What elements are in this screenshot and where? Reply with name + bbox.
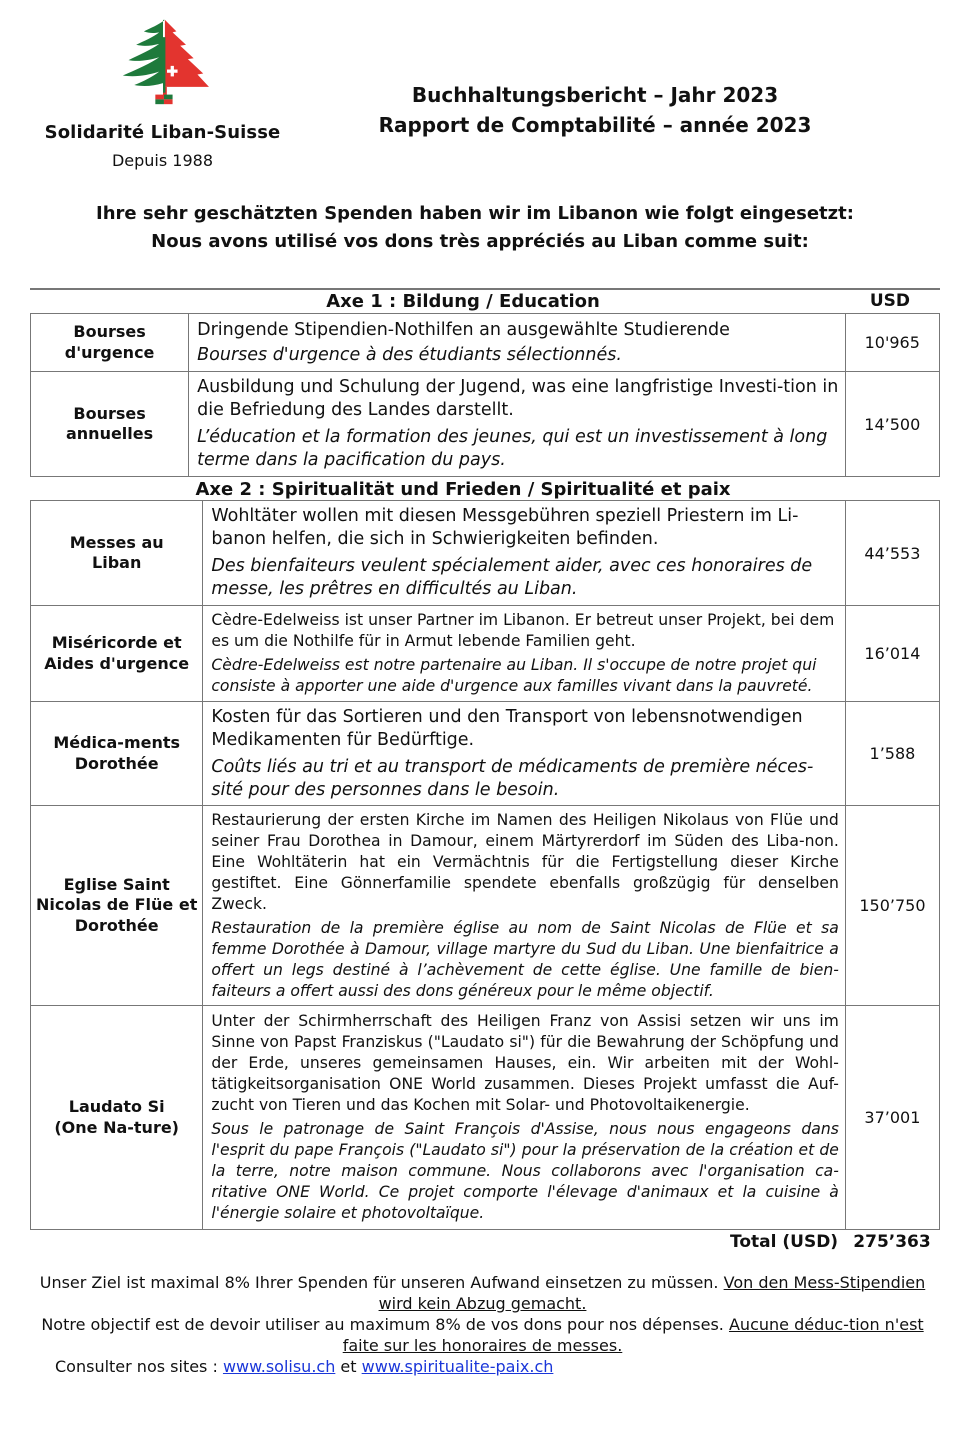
row-amount: 44’553 xyxy=(845,501,939,606)
row-label: Médica-ments Dorothée xyxy=(31,702,203,806)
row-amount: 16’014 xyxy=(845,606,939,702)
description-fr: Coûts liés au tri et au transport de médicaments de première néces-sité pour des personnes dans le besoin. xyxy=(211,756,814,800)
description-de: Unter der Schirmherrschaft des Heiligen Franz von Assisi setzen wir uns im Sinne von Papst Franziskus ("Laudato si") für die Bewahrung der Schöpfung und der Erde, unseres gemeinsamen Hauses, ein. Wir arbeiten mit der Wohl-tätigkeitsorganisation ONE World zusammen. Dieses Projekt umfasst die Auf-zucht von Tieren und das Kochen mit Solar- und Photovoltaikenergie. xyxy=(211,1012,839,1114)
table-row xyxy=(31,1006,940,1230)
footer-notes xyxy=(30,1272,935,1356)
axe-1-heading xyxy=(30,289,940,313)
axe-title: Axe 1 : Bildung / Education xyxy=(326,291,600,312)
description-de: Ausbildung und Schulung der Jugend, was eine langfristige Investi-tion in die Befriedung des Landes darstellt. xyxy=(197,377,839,420)
row-description xyxy=(203,806,845,1006)
footer-de-underlined: Von den Mess-Stipendien wird kein Abzug gemacht. xyxy=(378,1273,926,1313)
axe-1-table xyxy=(30,313,940,477)
description-de: Cèdre-Edelweiss ist unser Partner im Libanon. Er betreut unser Projekt, bei dem es um die Nothilfe für in Armut lebende Familien geht. xyxy=(211,611,835,650)
row-amount: 10'965 xyxy=(845,314,939,372)
row-description xyxy=(203,501,845,606)
axe-2-heading xyxy=(30,477,940,501)
footer-fr-underlined: Aucune déduc-tion n'est faite sur les honoraires de messes. xyxy=(342,1315,924,1355)
row-amount: 150’750 xyxy=(845,806,939,1006)
table-row xyxy=(31,314,940,372)
row-description xyxy=(189,314,845,372)
footer-note-de xyxy=(30,1272,935,1314)
link-spiritualite-paix[interactable]: www.spiritualite-paix.ch xyxy=(361,1357,554,1376)
footer-note-fr xyxy=(30,1314,935,1356)
organization-founded: Depuis 1988 xyxy=(111,151,214,170)
report-title xyxy=(345,80,845,140)
row-description xyxy=(189,372,845,477)
report-title-fr: Rapport de Comptabilité – année 2023 xyxy=(378,113,812,137)
link-solisu[interactable]: www.solisu.ch xyxy=(222,1357,336,1376)
row-amount: 37’001 xyxy=(845,1006,939,1230)
organization-logo-block xyxy=(30,18,295,170)
sites-join: et xyxy=(335,1357,362,1376)
description-fr: Des bienfaiteurs veulent spécialement aider, avec ces honoraires de messe, les prêtres en difficultés au Liban. xyxy=(211,556,813,599)
table-row xyxy=(31,702,940,806)
axe-2-table xyxy=(30,500,940,1230)
currency-header: USD xyxy=(869,291,910,311)
table-row xyxy=(31,501,940,606)
report-title-de: Buchhaltungsbericht – Jahr 2023 xyxy=(411,83,779,107)
table-row xyxy=(31,606,940,702)
cedar-swiss-tree-logo-icon xyxy=(115,18,211,108)
row-description xyxy=(203,1006,845,1230)
row-description xyxy=(203,702,845,806)
total-amount: 275’363 xyxy=(853,1232,931,1252)
row-label: Bourses d'urgence xyxy=(31,314,189,372)
description-fr: Restauration de la première église au nom de Saint Nicolas de Flüe et sa femme Dorothée à Damour, village martyre du Sud du Liban. Une bienfaitrice a offert un legs destiné à l’achèvement de cette église. Une famille de bien-faiteurs a offert aussi des dons généreux pour le même objectif. xyxy=(211,918,839,1000)
intro-de: Ihre sehr geschätzten Spenden haben wir im Libanon wie folgt eingesetzt: xyxy=(96,203,854,224)
organization-name: Solidarité Liban-Suisse xyxy=(44,122,281,143)
description-de: Dringende Stipendien-Nothilfen an ausgewählte Studierende xyxy=(197,319,730,340)
footer-fr-text: Notre objectif est de devoir utiliser au maximum 8% de vos dons pour nos dépenses. xyxy=(41,1315,729,1334)
intro-text xyxy=(0,200,960,256)
row-label: Bourses annuelles xyxy=(31,372,189,477)
row-label: Messes au Liban xyxy=(31,501,203,606)
sites-prefix: Consulter nos sites : xyxy=(55,1357,223,1376)
table-row xyxy=(31,806,940,1006)
row-label: Laudato Si (One Na-ture) xyxy=(31,1006,203,1230)
description-fr: Cèdre-Edelweiss est notre partenaire au Liban. Il s'occupe de notre projet qui consiste à apporter une aide d'urgence aux familles vivant dans la pauvreté. xyxy=(211,656,817,695)
description-fr: Sous le patronage de Saint François d'Assise, nous nous engageons dans l'esprit du pape François ("Laudato si") pour la préservation de la création et de la terre, notre maison commune. Nous collaborons avec l'organisation ca-ritative ONE World. Ce projet comporte l'élevage d'animaux et la cuisine à l'énergie solaire et photovoltaïque. xyxy=(211,1120,839,1222)
row-description xyxy=(203,606,845,702)
description-fr: L’éducation et la formation des jeunes, qui est un investissement à long terme dans la pacification du pays. xyxy=(197,427,828,470)
total-row xyxy=(30,1232,940,1252)
description-de: Kosten für das Sortieren und den Transport von lebensnotwendigen Medikamenten für Bedürftige. xyxy=(211,706,803,750)
description-de: Wohltäter wollen mit diesen Messgebühren speziell Priestern im Li-banon helfen, die sich in Schwierigkeiten befinden. xyxy=(211,506,799,549)
row-amount: 1’588 xyxy=(845,702,939,806)
intro-fr: Nous avons utilisé vos dons très appréciés au Liban comme suit: xyxy=(151,231,809,252)
row-label: Eglise Saint Nicolas de Flüe et Dorothée xyxy=(31,806,203,1006)
row-label: Miséricorde et Aides d'urgence xyxy=(31,606,203,702)
description-de: Restaurierung der ersten Kirche im Namen des Heiligen Nikolaus von Flüe und seiner Frau Dorothea in Damour, einem Märtyrerdorf im Süden des Liba-non. Eine Wohltäterin hat ein Vermächtnis für die Fertigstellung dieser Kirche gestiftet. Eine Gönnerfamilie spendete ebenfalls großzügig für denselben Zweck. xyxy=(211,810,839,913)
website-links xyxy=(55,1357,553,1376)
footer-de-text: Unser Ziel ist maximal 8% Ihrer Spenden für unseren Aufwand einsetzen zu müssen. xyxy=(39,1273,724,1292)
row-amount: 14’500 xyxy=(845,372,939,477)
table-row xyxy=(31,372,940,477)
description-fr: Bourses d'urgence à des étudiants sélectionnés. xyxy=(197,344,622,365)
axe-title: Axe 2 : Spiritualität und Frieden / Spiritualité et paix xyxy=(195,479,731,500)
total-label: Total (USD) xyxy=(730,1232,839,1252)
